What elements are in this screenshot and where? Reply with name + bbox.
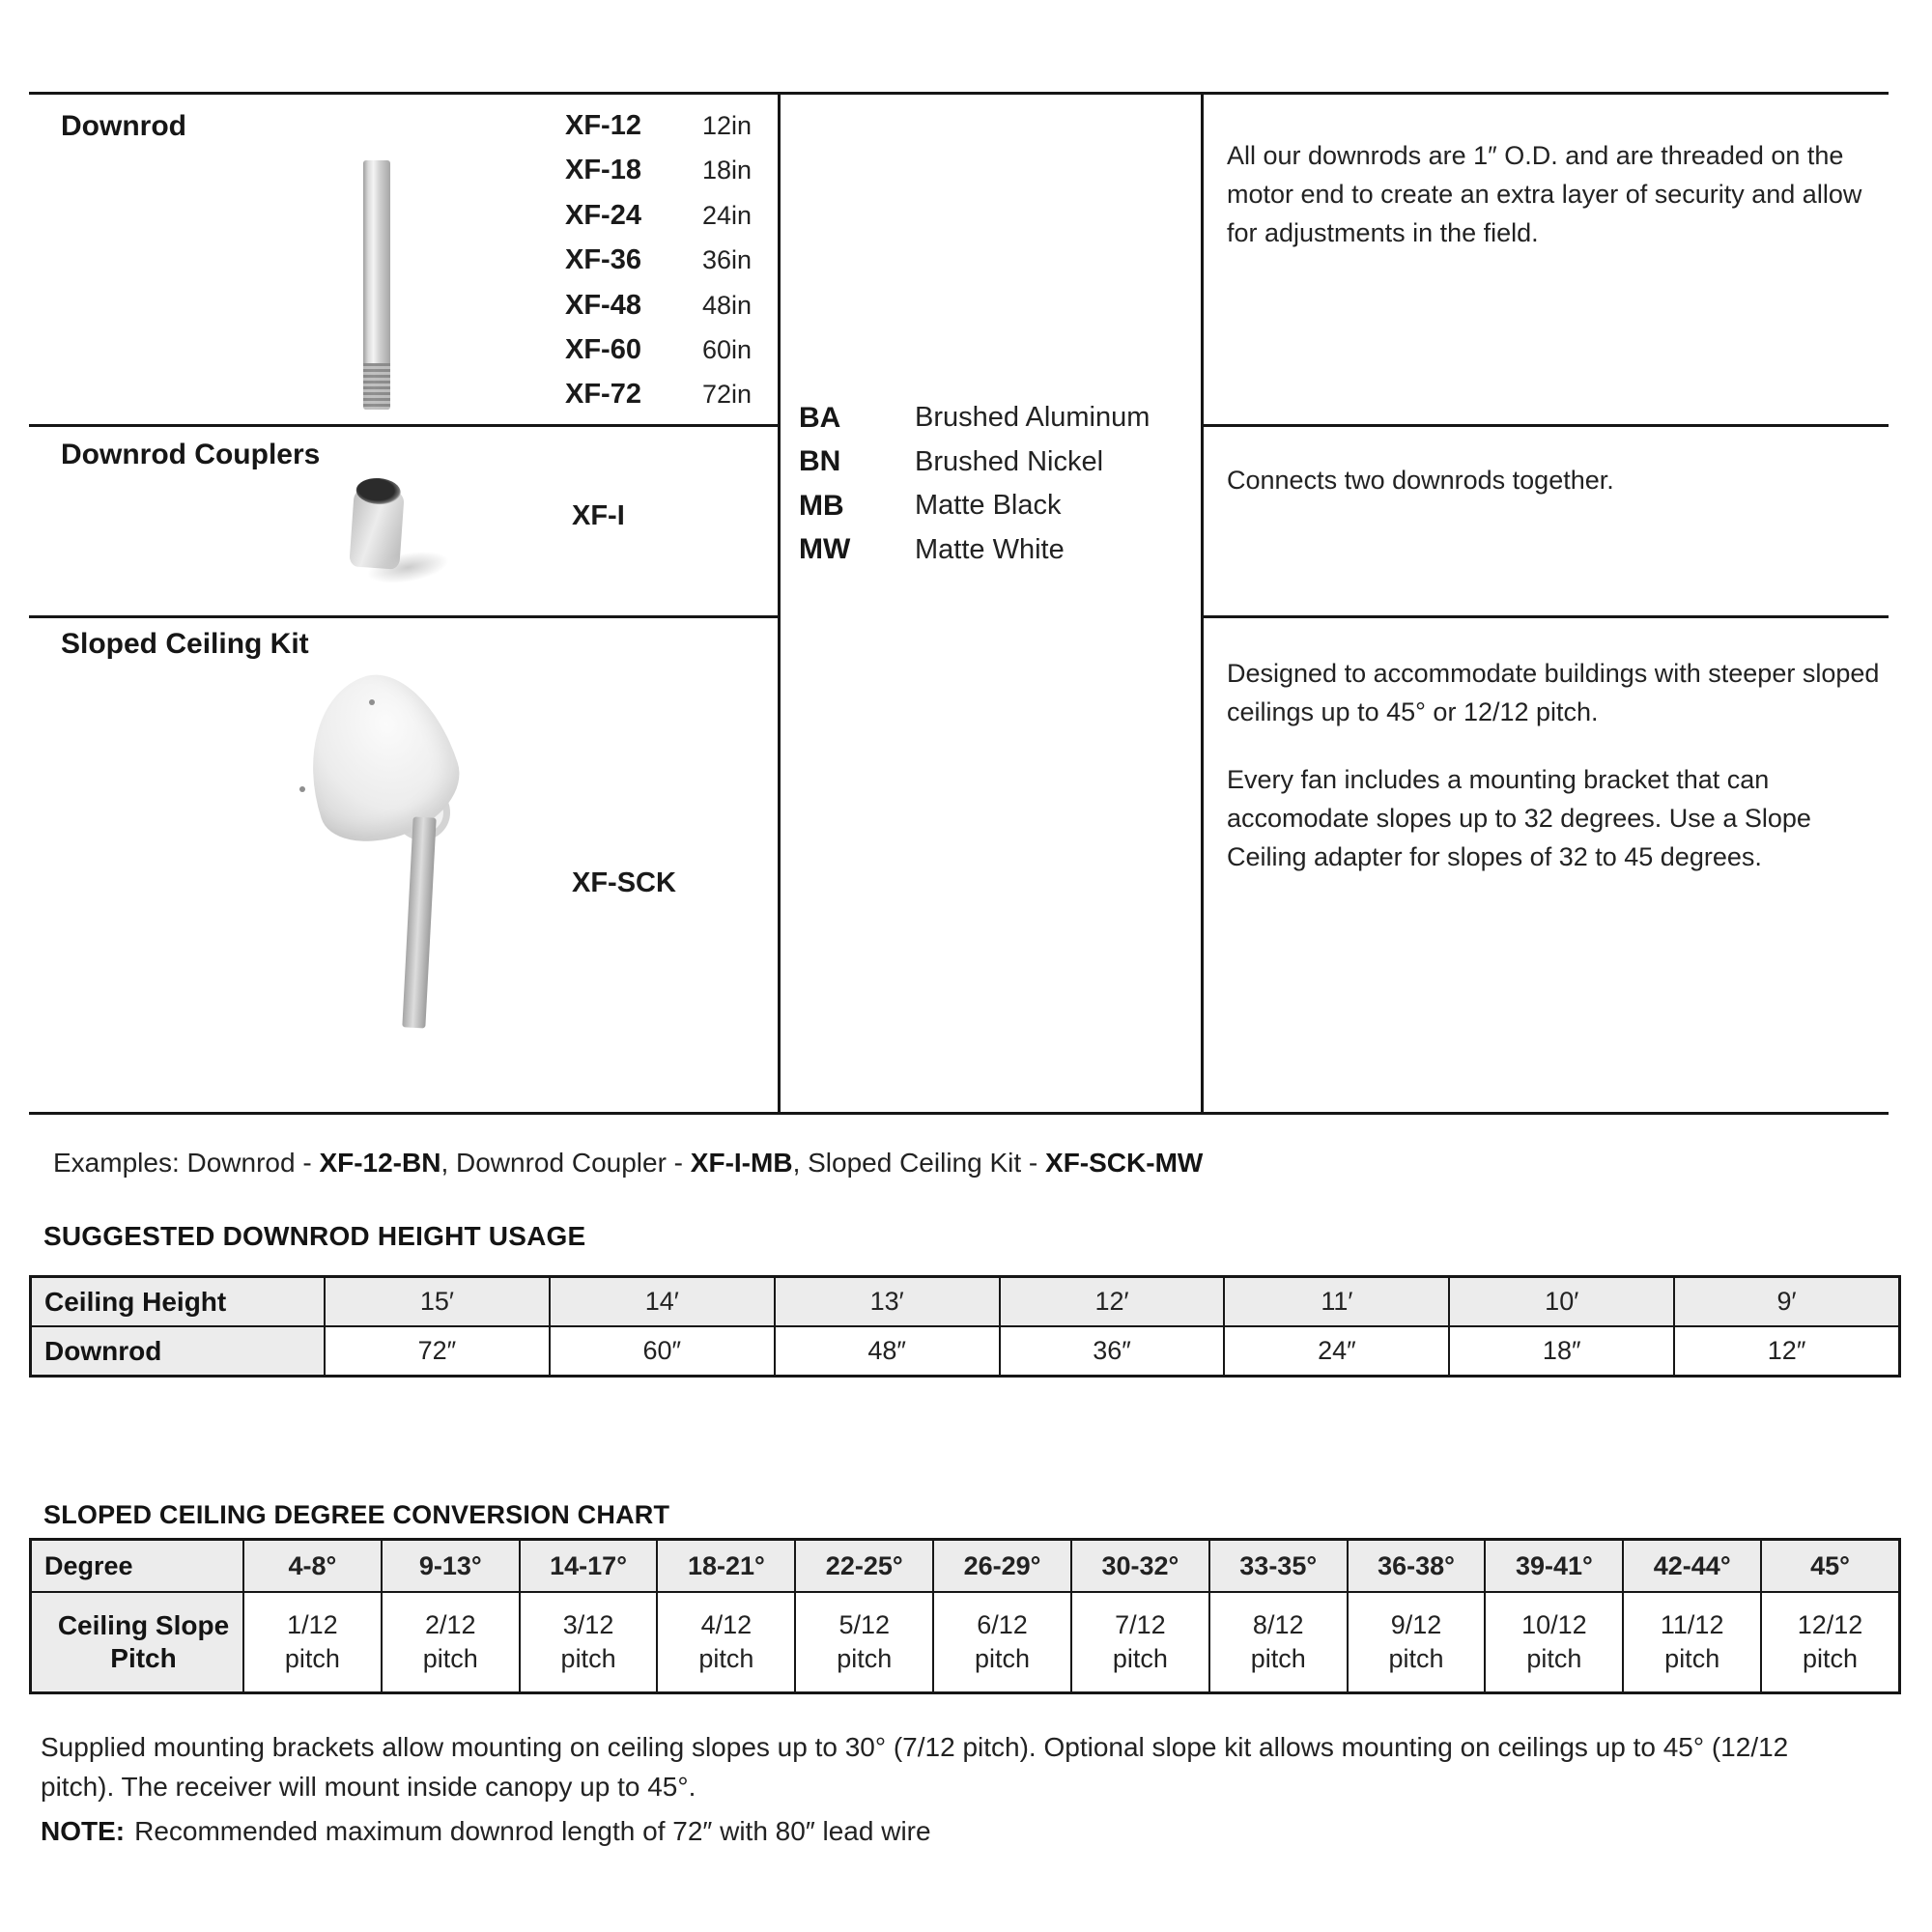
examples-prefix: Examples: Downrod - (53, 1148, 320, 1178)
model-row (565, 193, 752, 238)
pitch-word: pitch (1112, 1644, 1168, 1673)
pitch-word: pitch (1803, 1644, 1859, 1673)
downrod-length-value: 24″ (1223, 1327, 1448, 1375)
model-row (565, 103, 752, 148)
example-code-downrod: XF-12-BN (319, 1148, 441, 1178)
pitch-word: pitch (975, 1644, 1031, 1673)
section-heading-sloped-kit: Sloped Ceiling Kit (61, 628, 309, 660)
model-size: 12in (702, 111, 753, 140)
finish-code: BN (799, 445, 841, 478)
downrod-product-image (363, 160, 390, 410)
screw-dot (299, 786, 305, 792)
coupler-description: Connects two downrods together. (1227, 466, 1614, 495)
ordering-examples-line (53, 1148, 1203, 1179)
table-row-downrod-length (32, 1325, 1898, 1375)
ceiling-height-value: 11′ (1223, 1278, 1448, 1325)
section-heading-downrod: Downrod (61, 110, 186, 142)
ceiling-height-value: 13′ (774, 1278, 999, 1325)
row-divider (1203, 424, 1889, 427)
pitch-ratio: 5/12 (838, 1610, 890, 1639)
model-code: XF-24 (565, 199, 641, 231)
table-row-ceiling-height (32, 1278, 1898, 1325)
degree-value: 14-17° (519, 1541, 657, 1591)
pitch-ratio: 4/12 (700, 1610, 753, 1639)
note-text: Recommended maximum downrod length of 72″ with 80″ lead wire (134, 1816, 931, 1846)
finish-code: MW (799, 533, 851, 566)
degree-value: 4-8° (242, 1541, 381, 1591)
pitch-word: pitch (1526, 1644, 1582, 1673)
model-code: XF-18 (565, 155, 641, 186)
model-row (565, 283, 752, 327)
model-code: XF-36 (565, 244, 641, 276)
pitch-ratio: 1/12 (287, 1610, 338, 1639)
degree-conversion-table (29, 1538, 1901, 1694)
finish-row (799, 528, 1150, 573)
sloped-kit-description-2: Every fan includes a mounting bracket that can accomodate slopes up to 32 degrees. Use a Slope Ceiling adapter for slopes of 32 to 45 degrees. (1227, 765, 1811, 871)
section-heading-couplers: Downrod Couplers (61, 439, 321, 470)
degree-value: 22-25° (794, 1541, 932, 1591)
row-label: Degree (32, 1541, 242, 1591)
coupler-model-code: XF-I (572, 500, 625, 531)
ceiling-height-value: 9′ (1673, 1278, 1898, 1325)
pitch-value (794, 1593, 932, 1691)
degree-value: 30-32° (1070, 1541, 1208, 1591)
downrod-length-value: 48″ (774, 1327, 999, 1375)
pitch-ratio: 2/12 (424, 1610, 476, 1639)
pitch-value (1484, 1593, 1622, 1691)
examples-mid1: , Downrod Coupler - (440, 1148, 691, 1178)
mounting-bracket-paragraph: Supplied mounting brackets allow mounting on ceiling slopes up to 30° (7/12 pitch). Optional slope kit allows mounting on ceilings up to 45° (12/12 pitch). The receiver will mount inside canopy up to 45°. (41, 1732, 1789, 1802)
pitch-ratio: 10/12 (1521, 1610, 1587, 1639)
pitch-word: pitch (1250, 1644, 1306, 1673)
row-label: Ceiling Height (32, 1278, 324, 1325)
finish-code: BA (799, 401, 841, 434)
finish-name: Brushed Aluminum (915, 402, 1151, 434)
pitch-ratio: 8/12 (1252, 1610, 1304, 1639)
sloped-kit-description-1: Designed to accommodate buildings with steeper sloped ceilings up to 45° or 12/12 pitch. (1227, 659, 1880, 726)
model-code: XF-48 (565, 289, 641, 321)
downrod-length-value: 18″ (1448, 1327, 1673, 1375)
pitch-ratio: 3/12 (562, 1610, 614, 1639)
pitch-value (381, 1593, 519, 1691)
finish-name: Brushed Nickel (915, 445, 1104, 477)
downrod-length-value: 36″ (999, 1327, 1224, 1375)
finish-name: Matte Black (915, 490, 1062, 522)
model-row (565, 238, 752, 282)
model-row (565, 148, 752, 192)
sloped-kit-rod (402, 817, 436, 1029)
height-usage-table (29, 1275, 1901, 1378)
screw-dot (369, 699, 375, 705)
row-divider (1203, 615, 1889, 618)
finish-row (799, 396, 1150, 440)
pitch-value (1760, 1593, 1898, 1691)
pitch-ratio: 9/12 (1390, 1610, 1442, 1639)
sloped-kit-product-image (280, 670, 483, 1047)
row-label: Ceiling Slope Pitch (32, 1593, 242, 1691)
example-code-sloped-kit: XF-SCK-MW (1045, 1148, 1204, 1178)
degree-value: 33-35° (1208, 1541, 1347, 1591)
ceiling-height-value: 14′ (549, 1278, 774, 1325)
degree-value: 26-29° (932, 1541, 1070, 1591)
degree-value: 36-38° (1347, 1541, 1485, 1591)
ceiling-height-value: 15′ (324, 1278, 549, 1325)
finish-row (799, 484, 1150, 528)
ceiling-height-value: 10′ (1448, 1278, 1673, 1325)
pitch-word: pitch (837, 1644, 893, 1673)
column-divider-right (1201, 95, 1204, 1112)
downrod-model-list (565, 103, 752, 417)
model-size: 48in (702, 290, 753, 320)
model-size: 36in (702, 245, 753, 275)
table-row-degree (32, 1541, 1898, 1591)
pitch-value (1347, 1593, 1485, 1691)
model-size: 60in (702, 334, 753, 364)
pitch-ratio: 6/12 (977, 1610, 1028, 1639)
pitch-word: pitch (422, 1644, 478, 1673)
row-divider (29, 615, 778, 618)
degree-value: 45° (1760, 1541, 1898, 1591)
row-divider (29, 424, 778, 427)
model-size: 72in (702, 380, 753, 410)
pitch-word: pitch (1388, 1644, 1444, 1673)
degree-value: 42-44° (1622, 1541, 1760, 1591)
finish-code: MB (799, 489, 844, 522)
product-spec-table (29, 92, 1889, 1115)
model-size: 18in (702, 156, 753, 185)
note-line (41, 1816, 931, 1847)
table-row-pitch (32, 1591, 1898, 1691)
sloped-kit-model-code: XF-SCK (572, 867, 676, 898)
downrod-length-value: 12″ (1673, 1327, 1898, 1375)
model-row (565, 327, 752, 372)
pitch-value (242, 1593, 381, 1691)
downrod-length-value: 60″ (549, 1327, 774, 1375)
examples-mid2: , Sloped Ceiling Kit - (792, 1148, 1046, 1178)
row-label: Downrod (32, 1327, 324, 1375)
pitch-word: pitch (560, 1644, 616, 1673)
pitch-word: pitch (698, 1644, 754, 1673)
pitch-value (1070, 1593, 1208, 1691)
pitch-word: pitch (284, 1644, 340, 1673)
degree-value: 39-41° (1484, 1541, 1622, 1591)
pitch-ratio: 7/12 (1115, 1610, 1166, 1639)
degree-value: 9-13° (381, 1541, 519, 1591)
pitch-word: pitch (1664, 1644, 1720, 1673)
finish-row (799, 440, 1150, 485)
model-row (565, 372, 752, 416)
coupler-product-image (349, 489, 404, 569)
model-code: XF-60 (565, 333, 641, 365)
pitch-value (1622, 1593, 1760, 1691)
downrod-length-value: 72″ (324, 1327, 549, 1375)
pitch-value (932, 1593, 1070, 1691)
example-code-coupler: XF-I-MB (690, 1148, 793, 1178)
model-size: 24in (702, 200, 753, 230)
finish-name: Matte White (915, 533, 1065, 565)
pitch-value (1208, 1593, 1347, 1691)
degree-value: 18-21° (656, 1541, 794, 1591)
pitch-value (656, 1593, 794, 1691)
degree-chart-title: SLOPED CEILING DEGREE CONVERSION CHART (43, 1500, 670, 1529)
model-code: XF-12 (565, 110, 641, 141)
column-divider-left (778, 95, 781, 1112)
ceiling-height-value: 12′ (999, 1278, 1224, 1325)
finish-legend (799, 396, 1150, 572)
pitch-ratio: 11/12 (1660, 1610, 1724, 1639)
downrod-description: All our downrods are 1″ O.D. and are threaded on the motor end to create an extra layer of security and allow for adjustments in the field. (1227, 141, 1862, 247)
model-code: XF-72 (565, 379, 641, 411)
height-usage-title: SUGGESTED DOWNROD HEIGHT USAGE (43, 1221, 586, 1251)
pitch-ratio: 12/12 (1797, 1610, 1863, 1639)
note-label: NOTE: (41, 1816, 126, 1846)
pitch-value (519, 1593, 657, 1691)
